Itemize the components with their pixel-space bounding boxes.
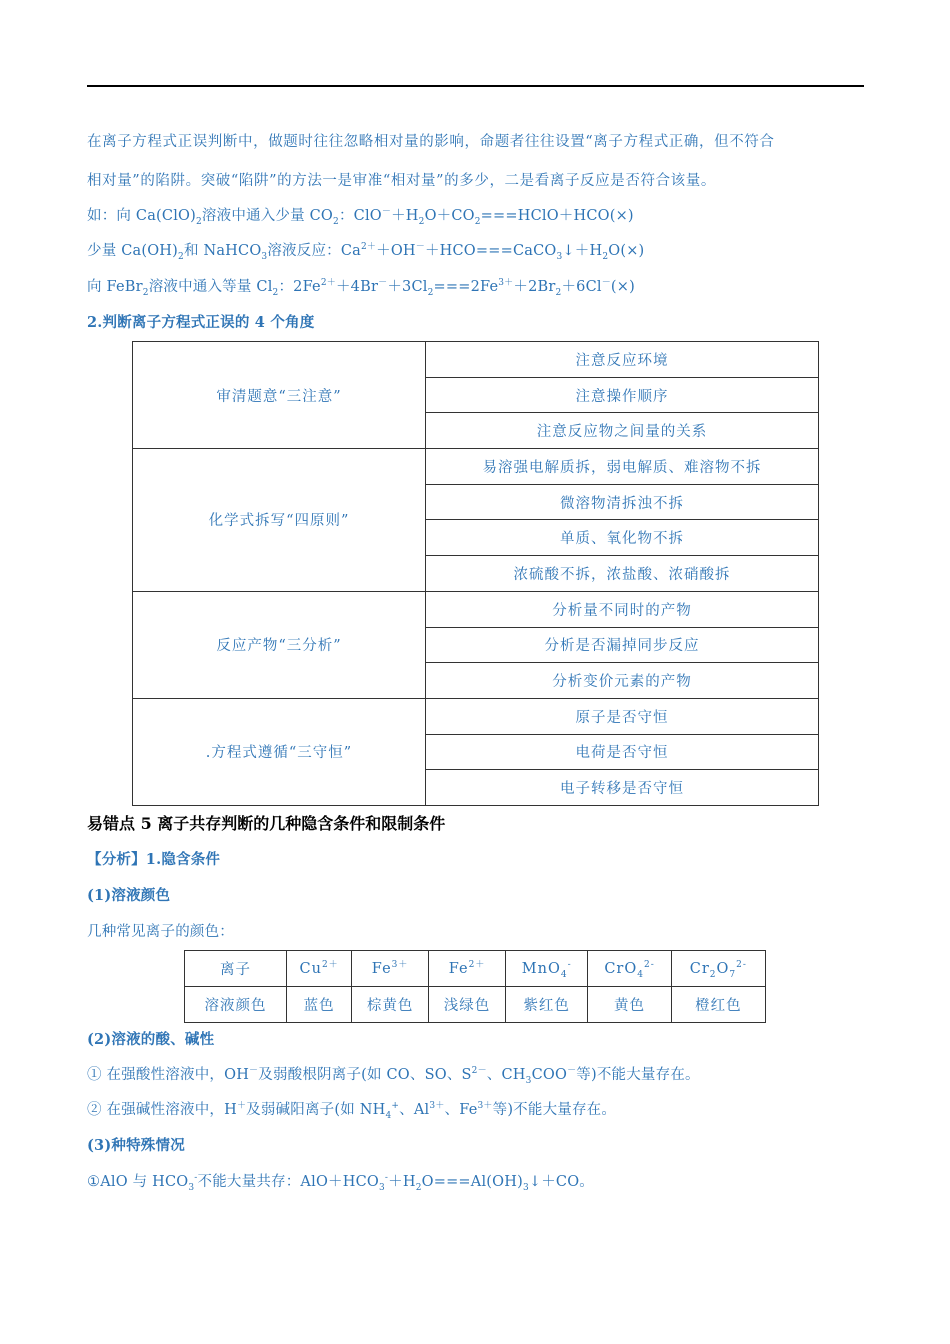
angle-item: 分析量不同时的产物 (426, 591, 819, 627)
angle-category: 化学式拆写“四原则” (133, 449, 426, 592)
section-2-title: 2.判断离子方程式正误的 4 个角度 (87, 314, 315, 331)
color-row-label: 溶液颜色 (185, 987, 287, 1023)
subsection-2-title: (2)溶液的酸、碱性 (87, 1031, 215, 1048)
ion-color: 橙红色 (671, 987, 765, 1023)
angle-item: 电荷是否守恒 (426, 734, 819, 770)
angle-item: 注意反应环境 (426, 342, 819, 378)
color-row (185, 987, 766, 1023)
angle-item: 微溶物清拆浊不拆 (426, 484, 819, 520)
ion-formula: $Cr_2O_7^{2-}$ (671, 951, 765, 987)
angle-category: 反应产物“三分析” (133, 591, 426, 698)
angle-item: 原子是否守恒 (426, 698, 819, 734)
angle-category: 审清题意“三注意” (133, 342, 426, 449)
subsection-3-title: (3)种特殊情况 (87, 1137, 185, 1154)
ion-formula: $Cu^{2+}$ (287, 951, 352, 987)
angles-row (133, 698, 819, 734)
base-condition: ② 在强碱性溶液中，H＋及弱碱阳离子(如 $NH_4^+$、$Al^{3+}$、$Fe^{3+}$等)不能大量存在。 (87, 1101, 617, 1121)
angle-item: 分析是否漏掉同步反应 (426, 627, 819, 663)
angle-item: 单质、氧化物不拆 (426, 520, 819, 556)
ion-formula: $Fe^{3+}$ (352, 951, 429, 987)
ion-row (185, 951, 766, 987)
angles-row (133, 342, 819, 378)
ion-color: 浅绿色 (429, 987, 506, 1023)
angle-item: 浓硫酸不拆，浓盐酸、浓硝酸拆 (426, 556, 819, 592)
angles-table (132, 341, 819, 806)
acid-condition: ① 在强酸性溶液中，OH－及弱酸根阴离子(如 CO、SO、$S^{2-}$、$CH_3COO^-$等)不能大量存在。 (87, 1066, 700, 1086)
angles-row (133, 449, 819, 485)
angle-item: 易溶强电解质拆，弱电解质、难溶物不拆 (426, 449, 819, 485)
angle-item: 注意反应物之间量的关系 (426, 413, 819, 449)
ion-color: 蓝色 (287, 987, 352, 1023)
error-point-title: 易错点 5 离子共存判断的几种隐含条件和限制条件 (87, 814, 446, 833)
example-2: 少量 $Ca(OH)_2$和 NaHCO$_3$溶液反应：$Ca^{2+}+OH^-+HCO===CaCO_3↓+H_2O(\times)$ (87, 242, 645, 262)
example-1: 如：向 $Ca(ClO)_2$溶液中通入少量 $CO_2$：$ClO^-+H_2O+CO_2===HClO+HCO(\times)$ (87, 207, 634, 227)
example-3: 向 FeBr$_2$溶液中通入等量 $Cl_2$：$2Fe^{2+}+4Br^-+3Cl_2===2Fe^{3+}+2Br_2+6Cl^-(\times)$ (87, 278, 635, 298)
ion-formula: $Fe^{2+}$ (429, 951, 506, 987)
header-rule (87, 85, 864, 87)
ion-color: 黄色 (588, 987, 671, 1023)
angle-category: .方程式遵循“三守恒” (133, 698, 426, 805)
intro-line-2: 相对量”的陷阱。突破“陷阱”的方法一是审准“相对量”的多少，二是看离子反应是否符合该量。 (87, 173, 716, 189)
ion-color: 棕黄色 (352, 987, 429, 1023)
ion-formula: MnO$_4$- (506, 951, 588, 987)
ion-color: 紫红色 (506, 987, 588, 1023)
ion-row-label: 离子 (185, 951, 287, 987)
subsection-1-title: (1)溶液颜色 (87, 887, 171, 904)
ion-formula: CrO$_4^{2-}$ (588, 951, 671, 987)
colors-intro: 几种常见离子的颜色： (87, 924, 234, 940)
ion-colors-table (184, 950, 766, 1023)
special-case-1: ①AlO 与 $HCO_3^-$不能大量共存：$AlO+HCO_3^-+H_2O===Al(OH)_3↓+CO$。 (87, 1173, 595, 1193)
analysis-title: 【分析】1.隐含条件 (87, 851, 221, 868)
angles-row (133, 591, 819, 627)
angle-item: 分析变价元素的产物 (426, 663, 819, 699)
angle-item: 注意操作顺序 (426, 377, 819, 413)
angle-item: 电子转移是否守恒 (426, 770, 819, 806)
intro-line-1: 在离子方程式正误判断中，做题时往往忽略相对量的影响，命题者往往设置“离子方程式正确，但不符合 (87, 134, 775, 150)
